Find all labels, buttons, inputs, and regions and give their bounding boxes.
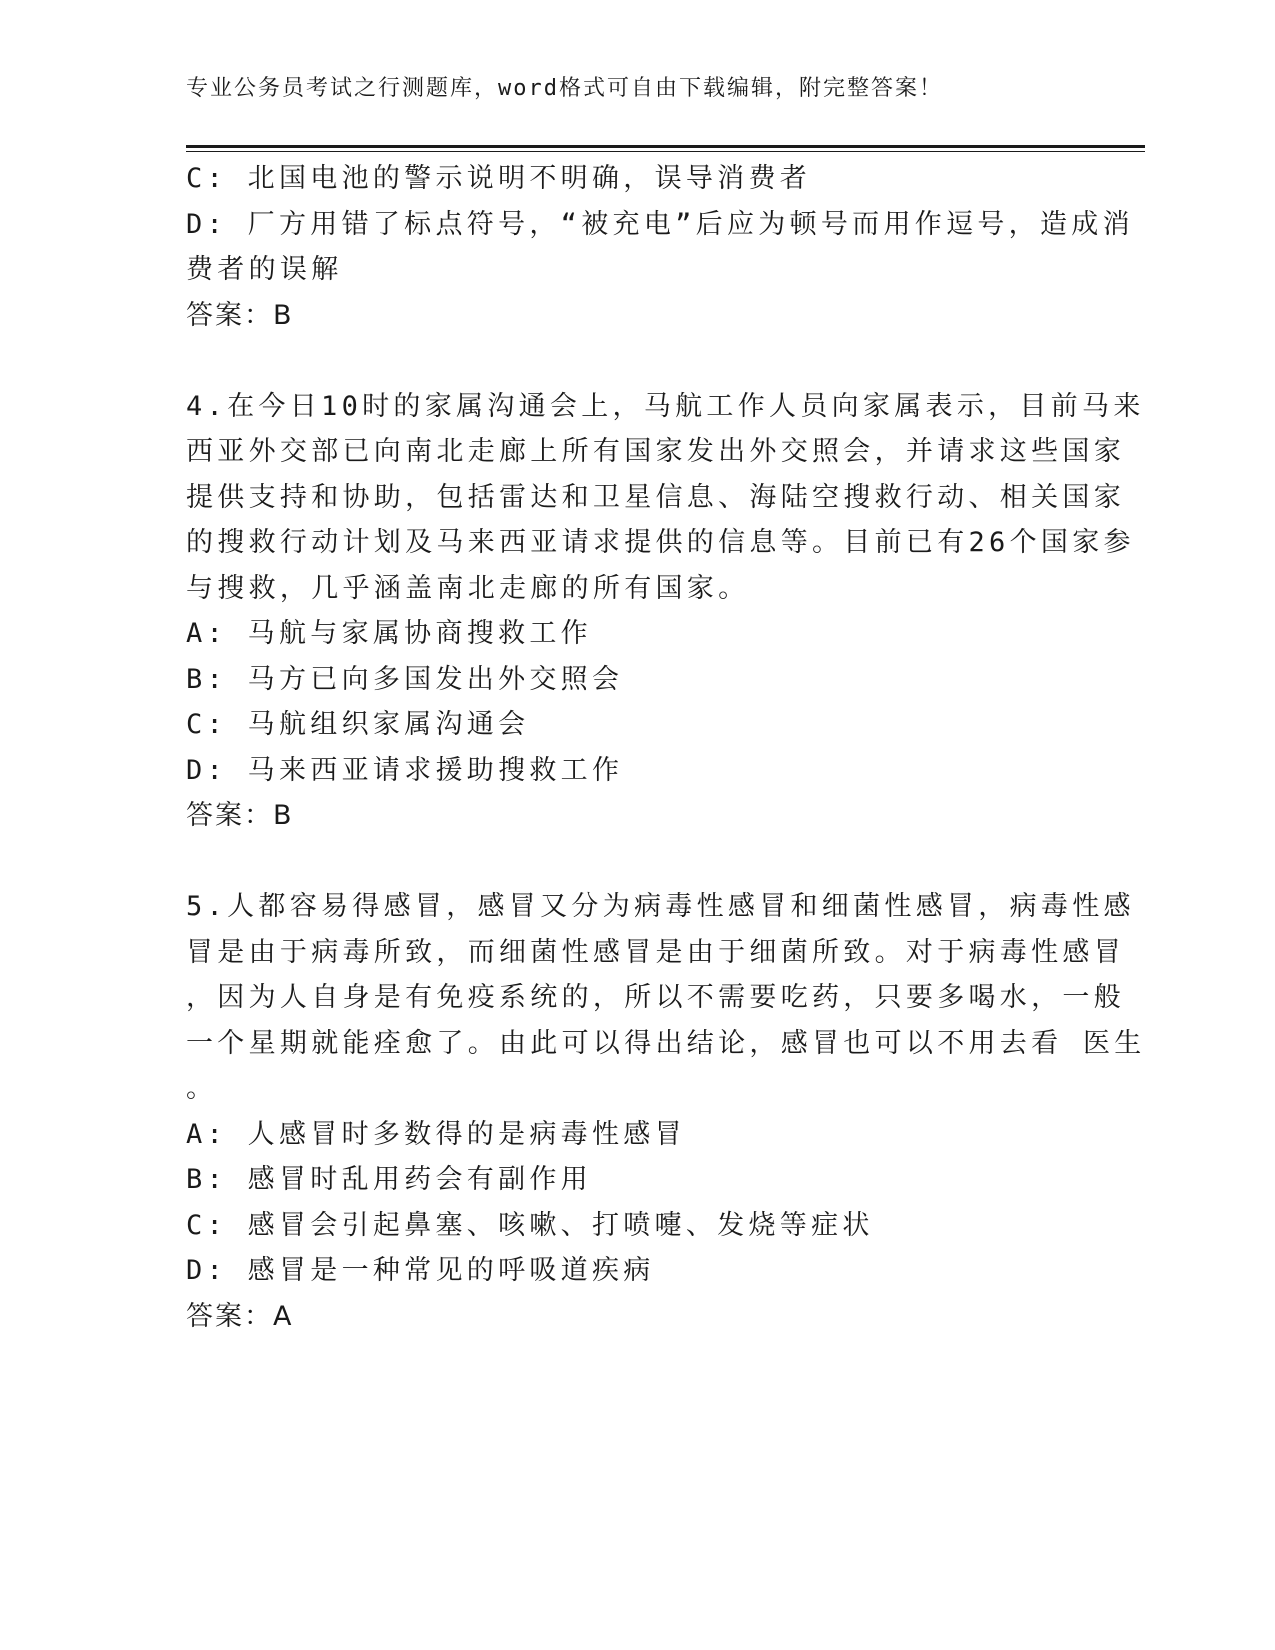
q5-answer: 答案：A [186,1300,294,1332]
q5-option-c: C: 感冒会引起鼻塞、咳嗽、打喷嚏、发烧等症状 [186,1209,874,1241]
header-rule-thick [186,145,1145,148]
page-header: 专业公务员考试之行测题库，word格式可自由下载编辑，附完整答案！ [186,76,943,101]
q4-stem-line: 的搜救行动计划及马来西亚请求提供的信息等。目前已有26个国家参 [186,527,1135,558]
q3-option-d-line-1: D: 厂方用错了标点符号，“被充电”后应为顿号而用作逗号，造成消 [186,208,1134,240]
q5-stem-line: 。 [186,1073,218,1104]
question-4 [186,384,1145,839]
q4-stem-line: 提供支持和协助，包括雷达和卫星信息、海陆空搜救行动、相关国家 [186,481,1125,513]
q5-stem-line: ，因为人自身是有免疫系统的，所以不需要吃药，只要多喝水，一般 [186,982,1125,1013]
q4-stem-line: 与搜救，几乎涵盖南北走廊的所有国家。 [186,572,750,604]
q5-option-b: B: 感冒时乱用药会有副作用 [186,1164,592,1195]
question-3-tail [186,156,1134,338]
q4-stem-line: 4.在今日10时的家属沟通会上，马航工作人员向家属表示，目前马来 [186,390,1145,422]
spacer [186,839,1076,885]
q3-option-c: C: 北国电池的警示说明不明确，误导消费者 [186,163,812,194]
q3-answer: 答案：B [186,299,294,331]
q4-option-d: D: 马来西亚请求援助搜救工作 [186,754,624,786]
q5-option-d: D: 感冒是一种常见的呼吸道疾病 [186,1255,655,1286]
q4-stem-line: 西亚外交部已向南北走廊上所有国家发出外交照会，并请求这些国家 [186,436,1125,467]
q5-option-a: A: 人感冒时多数得的是病毒性感冒 [186,1118,686,1150]
q3-option-d-line-2: 费者的误解 [186,254,343,285]
q4-option-c: C: 马航组织家属沟通会 [186,709,530,740]
q5-stem-line: 一个星期就能痊愈了。由此可以得出结论，感冒也可以不用去看 医生 [186,1027,1146,1059]
header-rule-thin [186,151,1145,152]
spacer [186,338,1076,384]
q5-stem-line: 5.人都容易得感冒，感冒又分为病毒性感冒和细菌性感冒，病毒性感 [186,891,1135,922]
q5-stem-line: 冒是由于病毒所致，而细菌性感冒是由于细菌所致。对于病毒性感冒 [186,936,1125,968]
q4-option-a: A: 马航与家属协商搜救工作 [186,618,592,649]
q4-option-b: B: 马方已向多国发出外交照会 [186,663,624,695]
question-5 [186,884,1146,1339]
q4-answer: 答案：B [186,800,294,831]
document-body [186,156,1146,1339]
